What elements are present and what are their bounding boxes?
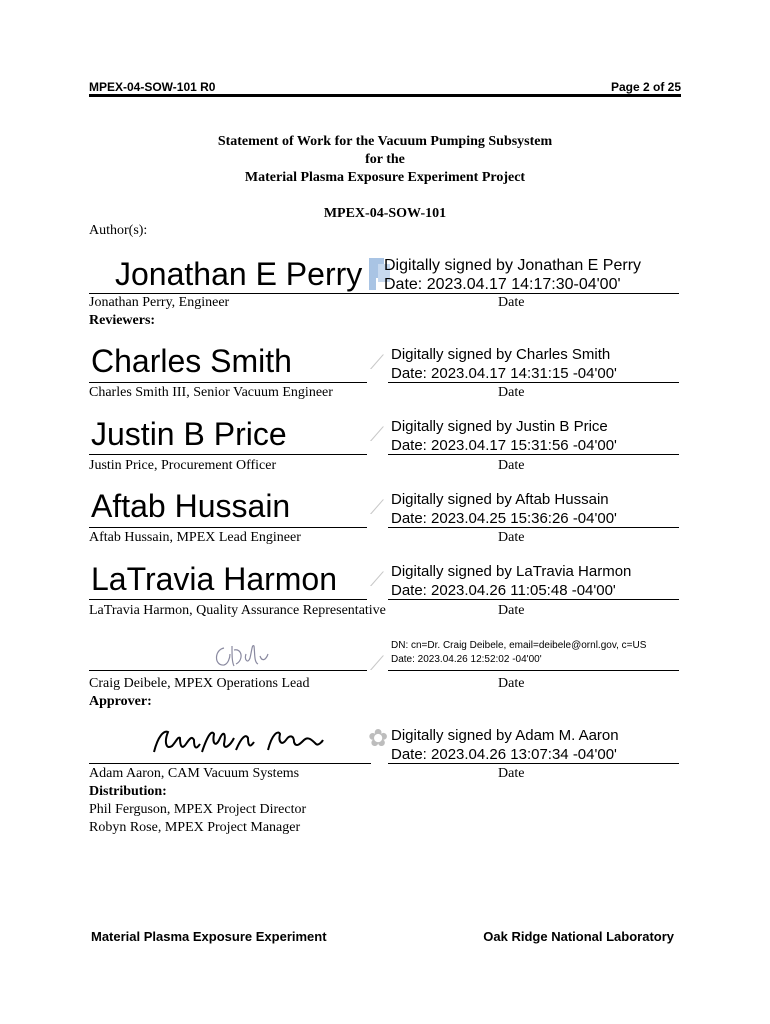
footer-right: Oak Ridge National Laboratory	[483, 929, 674, 944]
title-line-3: Material Plasma Exposure Experiment Project	[244, 170, 526, 185]
digital-sig-price-line-1: Digitally signed by Justin B Price	[391, 418, 608, 435]
date-label-deibele: Date	[498, 676, 525, 691]
signature-line-deibele	[89, 670, 367, 671]
digital-sig-smith-line-1: Digitally signed by Charles Smith	[391, 346, 611, 363]
handwritten-signature-aaron	[150, 724, 325, 764]
seal-icon: ⟋	[370, 350, 384, 374]
leaf-seal-icon: ✿	[368, 724, 389, 752]
date-label-perry: Date	[498, 295, 525, 310]
signature-line-hussain	[89, 527, 367, 528]
date-line-price	[388, 454, 679, 455]
approver-heading: Approver:	[89, 694, 152, 709]
signature-smith: Charles Smith	[91, 343, 292, 379]
page-number: Page 2 of 25	[610, 80, 681, 94]
date-line-smith	[388, 382, 679, 383]
digital-sig-aaron-line-2: Date: 2023.04.26 13:07:34 -04'00'	[391, 746, 617, 763]
digital-sig-smith-line-2: Date: 2023.04.17 14:31:15 -04'00'	[391, 365, 617, 382]
footer-left: Material Plasma Exposure Experiment	[91, 929, 327, 944]
signature-line-smith	[89, 382, 367, 383]
date-line-harmon	[388, 599, 679, 600]
digital-sig-deibele-line-1: DN: cn=Dr. Craig Deibele, email=deibele@ornl.gov, c=US	[391, 640, 647, 651]
reviewers-heading: Reviewers:	[89, 313, 156, 328]
seal-icon: ⟋	[370, 495, 384, 519]
document-id: MPEX-04-SOW-101 R0	[89, 80, 216, 94]
title-line-2: for the	[365, 152, 405, 167]
date-label-price: Date	[498, 458, 525, 473]
caption-hussain: Aftab Hussain, MPEX Lead Engineer	[89, 530, 301, 545]
signature-line-perry	[89, 293, 679, 294]
digital-sig-deibele-line-2: Date: 2023.04.26 12:52:02 -04'00'	[391, 654, 542, 665]
signature-harmon: LaTravia Harmon	[91, 561, 338, 597]
digital-sig-harmon-line-1: Digitally signed by LaTravia Harmon	[391, 563, 632, 580]
digital-sig-perry-line-1: Digitally signed by Jonathan E Perry	[384, 257, 642, 274]
date-label-aaron: Date	[498, 766, 525, 781]
digital-sig-price-line-2: Date: 2023.04.17 15:31:56 -04'00'	[391, 437, 617, 454]
date-label-harmon: Date	[498, 603, 525, 618]
signature-perry: Jonathan E Perry	[115, 256, 363, 292]
signature-line-harmon	[89, 599, 367, 600]
distribution-item: Robyn Rose, MPEX Project Manager	[89, 820, 301, 835]
caption-perry: Jonathan Perry, Engineer	[89, 295, 230, 310]
digital-sig-hussain-line-2: Date: 2023.04.25 15:36:26 -04'00'	[391, 510, 617, 527]
seal-icon: ⟋	[370, 651, 384, 675]
caption-smith: Charles Smith III, Senior Vacuum Engineer	[89, 385, 333, 400]
digital-sig-harmon-line-2: Date: 2023.04.26 11:05:48 -04'00'	[391, 582, 616, 599]
date-line-deibele	[388, 670, 679, 671]
date-line-aaron	[388, 763, 679, 764]
header-rule	[89, 94, 681, 97]
digital-sig-hussain-line-1: Digitally signed by Aftab Hussain	[391, 491, 609, 508]
signature-line-aaron	[89, 763, 371, 764]
signature-price: Justin B Price	[91, 416, 287, 452]
signature-line-price	[89, 454, 367, 455]
digital-sig-perry-line-2: Date: 2023.04.17 14:17:30-04'00'	[384, 276, 621, 293]
seal-icon: ⟋	[370, 567, 384, 591]
document-number: MPEX-04-SOW-101	[323, 206, 447, 221]
seal-icon: ⟋	[370, 422, 384, 446]
distribution-heading: Distribution:	[89, 784, 167, 799]
caption-deibele: Craig Deibele, MPEX Operations Lead	[89, 676, 310, 691]
caption-price: Justin Price, Procurement Officer	[89, 458, 277, 473]
caption-aaron: Adam Aaron, CAM Vacuum Systems	[89, 766, 300, 781]
distribution-item: Phil Ferguson, MPEX Project Director	[89, 802, 307, 817]
date-label-hussain: Date	[498, 530, 525, 545]
date-label-smith: Date	[498, 385, 525, 400]
signature-hussain: Aftab Hussain	[91, 488, 291, 524]
handwritten-signature-deibele	[210, 640, 270, 672]
caption-harmon: LaTravia Harmon, Quality Assurance Representative	[89, 603, 386, 618]
authors-heading: Author(s):	[89, 223, 148, 238]
date-line-hussain	[388, 527, 679, 528]
digital-sig-aaron-line-1: Digitally signed by Adam M. Aaron	[391, 727, 619, 744]
title-line-1: Statement of Work for the Vacuum Pumping Subsystem	[217, 134, 553, 149]
